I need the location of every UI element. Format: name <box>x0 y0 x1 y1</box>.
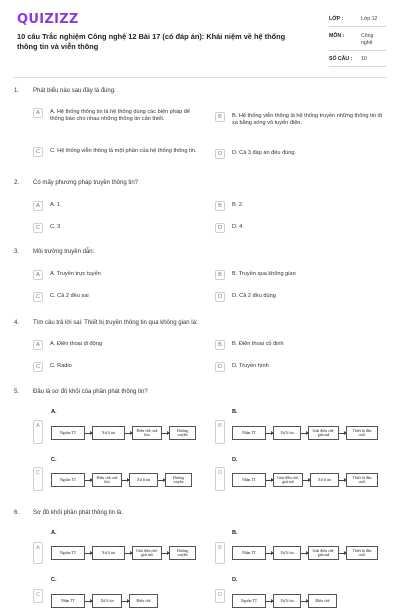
flow-arrow <box>339 433 346 434</box>
flow-box: Nhận TT <box>51 594 85 608</box>
option-a[interactable] <box>33 108 203 123</box>
worksheet-header <box>0 0 400 76</box>
option-c[interactable]: C <box>33 467 43 491</box>
flowchart-c <box>51 594 158 608</box>
option-letter: B <box>215 112 225 122</box>
option-d[interactable] <box>215 362 269 372</box>
option-b[interactable]: B <box>215 420 225 444</box>
flow-box: Giải điều chế, giải mã <box>273 473 303 487</box>
flow-arrow <box>125 433 132 434</box>
flow-box: Xử lí tin <box>92 594 122 608</box>
flow-box: Thiết bị đầu cuối <box>346 473 378 487</box>
flowchart-d <box>232 473 378 487</box>
question-text: Có mấy phương pháp truyền thông tin? <box>33 180 139 186</box>
option-letter: A <box>33 201 43 211</box>
flow-box: Đường truyền <box>169 426 196 440</box>
option-text: A. 1 <box>50 202 60 208</box>
option-c-label: C. <box>51 457 57 463</box>
option-a-label: A. <box>51 530 57 536</box>
flow-box: Xử lí tin <box>129 473 158 487</box>
flow-arrow <box>301 553 308 554</box>
flow-box: Điều chế <box>129 594 158 608</box>
class-value: Lớp 12 <box>361 16 378 22</box>
flow-box: Nguồn TT <box>51 426 85 440</box>
option-a[interactable]: A <box>33 420 43 444</box>
question-text: Đâu là sơ đồ khối của phần phát thông tin? <box>33 389 148 395</box>
question-number: 5. <box>14 389 20 395</box>
header-divider <box>13 77 387 78</box>
flow-arrow <box>122 480 129 481</box>
option-a[interactable]: A <box>33 542 43 564</box>
flow-arrow <box>266 433 273 434</box>
subject-underline <box>329 50 386 51</box>
option-text: C. Cả 2 đều sai <box>50 293 89 299</box>
flow-box: Nhận TT <box>232 426 266 440</box>
option-b[interactable] <box>215 201 242 211</box>
flow-box: Thiết bị đầu cuối <box>346 546 378 560</box>
flow-arrow <box>85 601 92 602</box>
option-letter: A <box>33 108 43 118</box>
flow-box: Xử lí tin <box>310 473 339 487</box>
option-letter: A <box>33 270 43 280</box>
option-text: D. 4 <box>232 224 243 230</box>
class-label: LỚP : <box>329 16 344 22</box>
flowchart-b <box>232 426 378 440</box>
flow-arrow <box>266 553 273 554</box>
flow-box: Điều chế, mã hóa <box>132 426 162 440</box>
flow-arrow <box>162 433 169 434</box>
option-d-label: D. <box>232 457 238 463</box>
flow-box: Đường truyền <box>165 473 192 487</box>
option-d[interactable] <box>215 223 242 233</box>
flow-box: Nhận TT <box>232 473 266 487</box>
flow-arrow <box>125 553 132 554</box>
count-value: 10 <box>361 56 367 62</box>
question-text: Tìm câu trả lời sai: Thiết bị truyền thông tin qua không gian là: <box>33 320 198 326</box>
flow-box: Giải điều chế, giải mã <box>132 546 162 560</box>
flow-box: Xử lí tin <box>92 546 125 560</box>
option-text: B. Truyền qua không gian <box>232 271 296 277</box>
option-text: C. Radio <box>50 363 72 369</box>
question-number: 2. <box>14 180 20 186</box>
option-b-label: B. <box>232 530 238 536</box>
flow-box: Nguồn TT <box>51 473 85 487</box>
flow-box: Điều chế, mã hóa <box>92 473 122 487</box>
option-c-label: C. <box>51 577 57 583</box>
option-letter: C <box>33 362 43 372</box>
option-text: D. Truyền hình <box>232 363 269 369</box>
flow-arrow <box>266 480 273 481</box>
option-c[interactable]: C <box>33 589 43 603</box>
subject-label: MÔN : <box>329 33 345 39</box>
quizizz-logo: QUIZIZZ <box>17 12 79 27</box>
option-text: B. 2 <box>232 202 242 208</box>
question-text: Sơ đồ khối phần phát thông tin là: <box>33 510 123 516</box>
option-d-label: D. <box>232 577 238 583</box>
option-b[interactable] <box>215 270 296 280</box>
flow-box: Nguồn TT <box>51 546 85 560</box>
flow-arrow <box>85 480 92 481</box>
option-d[interactable] <box>215 149 385 159</box>
flow-arrow <box>85 433 92 434</box>
option-c[interactable] <box>33 223 60 233</box>
option-text: D. Cả 2 đều đúng <box>232 293 276 299</box>
option-text: A. Hệ thống thông tin là hệ thống dùng các biện pháp để thông báo cho nhau những thông tin cần thiết. <box>50 109 190 122</box>
flowchart-b <box>232 546 378 560</box>
option-a[interactable] <box>33 270 101 280</box>
worksheet-title: 10 câu Trắc nghiệm Công nghệ 12 Bài 17 (có đáp án): Khái niệm về hệ thống thông tin và viễn thông <box>17 32 286 51</box>
option-text: A. Truyền trực tuyến <box>50 271 101 277</box>
flow-box: Xử lí tin <box>273 426 301 440</box>
option-letter: D <box>215 362 225 372</box>
option-text: C. 3 <box>50 224 61 230</box>
flowchart-a <box>51 546 196 560</box>
question-number: 6. <box>14 510 20 516</box>
flow-box: Giải điều chế, giải mã <box>308 546 339 560</box>
option-d[interactable]: D <box>215 589 225 603</box>
option-letter: B <box>215 201 225 211</box>
question-number: 4. <box>14 320 20 326</box>
flow-arrow <box>339 553 346 554</box>
question-number: 3. <box>14 249 20 255</box>
option-letter: C <box>33 223 43 233</box>
flowchart-d <box>232 594 337 608</box>
flow-arrow <box>266 601 273 602</box>
option-c[interactable] <box>33 147 203 157</box>
flow-arrow <box>301 433 308 434</box>
flow-box: Giải điều chế, giải mã <box>308 426 339 440</box>
flow-arrow <box>162 553 169 554</box>
option-letter: B <box>215 340 225 350</box>
flow-box: Đường truyền <box>169 546 196 560</box>
option-b-label: B. <box>232 409 238 415</box>
option-letter: D <box>215 149 225 159</box>
flow-arrow <box>301 601 308 602</box>
option-text: A. Điện thoại di động <box>50 341 102 347</box>
option-c[interactable] <box>33 362 72 372</box>
flow-box: Nguồn TT <box>232 594 266 608</box>
option-letter: C <box>33 147 43 157</box>
flow-arrow <box>158 480 165 481</box>
question-number: 1. <box>14 88 20 94</box>
flow-arrow <box>122 601 129 602</box>
flow-box: Nhận TT <box>232 546 266 560</box>
option-letter: D <box>215 223 225 233</box>
count-underline <box>329 66 386 67</box>
flow-box: Xử lí tin <box>92 426 125 440</box>
option-letter: B <box>215 270 225 280</box>
question-text: Môi trường truyền dẫn: <box>33 249 95 255</box>
option-d[interactable] <box>215 292 276 302</box>
option-d[interactable]: D <box>215 467 225 491</box>
count-label: SỐ CÂU : <box>329 56 353 62</box>
option-text: D. Cả 3 đáp án đều đúng. <box>232 150 297 156</box>
option-text: B. Điện thoại cố định <box>232 341 284 347</box>
question-text: Phát biểu nào sau đây là đúng: <box>33 88 116 94</box>
option-b[interactable] <box>215 112 385 127</box>
option-a[interactable] <box>33 340 102 350</box>
flow-arrow <box>339 480 346 481</box>
flow-box: Điều chế <box>308 594 337 608</box>
flow-box: Thiết bị đầu cuối <box>346 426 378 440</box>
option-a[interactable] <box>33 201 60 211</box>
option-text: C. Hệ thống viễn thông là một phần của hệ thống thông tin. <box>50 148 197 154</box>
flowchart-a <box>51 426 196 440</box>
flow-arrow <box>85 553 92 554</box>
flow-arrow <box>303 480 310 481</box>
flow-box: Xử lí tin <box>273 546 301 560</box>
option-b[interactable]: B <box>215 542 225 564</box>
option-letter: C <box>33 292 43 302</box>
option-letter: D <box>215 292 225 302</box>
flowchart-c <box>51 473 192 487</box>
option-a-label: A. <box>51 409 57 415</box>
option-letter: A <box>33 340 43 350</box>
option-c[interactable] <box>33 292 89 302</box>
subject-value: Công nghệ <box>361 33 374 46</box>
option-b[interactable] <box>215 340 284 350</box>
option-text: B. Hệ thống viễn thông là hệ thống truyền những thông tin đi xa bằng sóng vô tuyến điện. <box>232 113 382 126</box>
class-underline <box>329 26 386 27</box>
flow-box: Xử lí tin <box>273 594 301 608</box>
